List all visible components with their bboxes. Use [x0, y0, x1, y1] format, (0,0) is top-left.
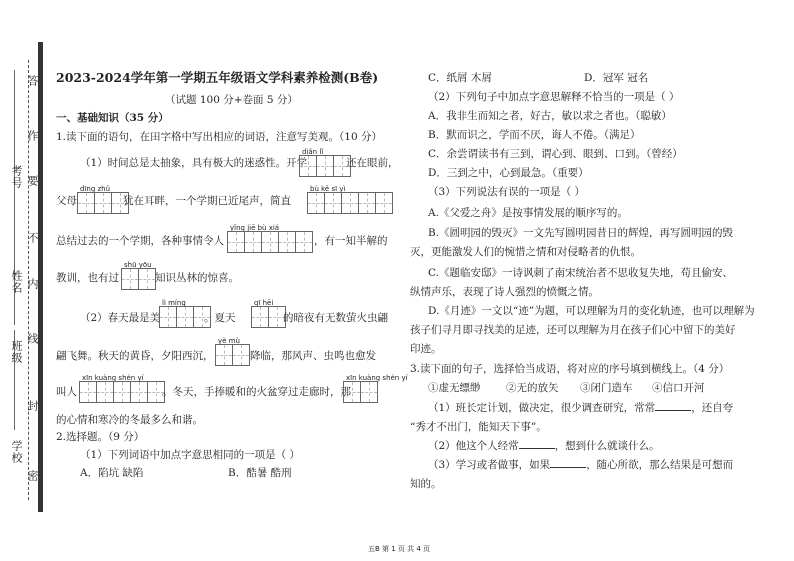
- sentence-text: （1）班长定计划，做决定，很少调查研究，常常: [428, 402, 656, 414]
- passage-text: 。冬天，手捧暖和的火盆穿过走廊时，那: [162, 386, 351, 398]
- seal-char: 密: [26, 470, 39, 482]
- sentence-text: ，还自夸: [691, 402, 734, 414]
- answer-grid[interactable]: [216, 344, 250, 366]
- question-2: 2.选择题。（9 分）: [56, 431, 145, 443]
- answer-grid[interactable]: [122, 268, 156, 290]
- pinyin: shū yōu: [124, 261, 152, 269]
- passage-text: 父母: [56, 195, 77, 207]
- answer-grid[interactable]: [80, 381, 165, 403]
- question-2-2: （2）下列句子中加点字意思解释不恰当的一项是（ ）: [428, 91, 680, 103]
- option-d-cont: 孩子们寻月即寻找美的足迹，还可以理解为月在孩子们心中留下的美好: [410, 324, 736, 336]
- passage-text: （1）时间总是太抽象，具有极大的迷惑性。开学: [80, 157, 308, 169]
- page-footer: 五B 第 1 页 共 4 页: [368, 545, 431, 553]
- passage-text: 的暗夜有无数萤火虫翩: [283, 312, 388, 324]
- option-b-cont: 灭，更能激发人们的惋惜之情和对侵略者的仇恨。: [410, 246, 641, 258]
- passage-text: 还在眼前，: [346, 157, 399, 169]
- option-b[interactable]: B．酷暑 酷刑: [228, 467, 292, 479]
- idiom-option: ③闭门造车: [580, 382, 633, 394]
- passage-text: 总结过去的一个学期，各种事情令人: [56, 235, 224, 247]
- option-b[interactable]: B．默而识之，学而不厌，诲人不倦。（满足）: [428, 129, 641, 141]
- pinyin: bù kě sī yì: [310, 185, 346, 193]
- option-c-cont: 纵情声乐，表现了诗人强烈的愤慨之情。: [410, 286, 599, 298]
- sentence-text: （3）学习或者做事，如果: [428, 459, 551, 471]
- answer-grid[interactable]: [252, 306, 286, 328]
- option-d[interactable]: D．冠军 冠名: [584, 72, 649, 84]
- answer-grid[interactable]: [300, 155, 351, 177]
- answer-blank[interactable]: [519, 438, 555, 449]
- question-2-1: （1）下列词语中加点字意思相同的一项是（ ）: [80, 449, 301, 461]
- passage-text: 降临，那风声、虫鸣也愈发: [250, 350, 376, 362]
- exam-title: 2023-2024学年第一学期五年级语文学科素养检测(B卷): [56, 70, 379, 85]
- idiom-option: ②无的放矢: [506, 382, 559, 394]
- option-a[interactable]: A.《父爱之舟》是按事情发展的顺序写的。: [428, 207, 628, 219]
- option-d-cont: 印迹。: [410, 343, 442, 355]
- label-class: 班级: [10, 340, 23, 364]
- passage-text: （2）春天最是美: [80, 312, 161, 324]
- pinyin: yè mù: [218, 337, 240, 345]
- option-c[interactable]: C.《题临安邸》一诗讽刺了南宋统治者不思收复失地，苟且偷安、: [428, 267, 733, 279]
- option-a[interactable]: A．我非生而知之者，好古，敏以求之者也。（聪敏）: [428, 110, 672, 122]
- passage-text: 。夏天: [204, 312, 236, 324]
- passage-text: 翩飞舞。秋天的黄昏，夕阳西沉，: [56, 350, 214, 362]
- pinyin: xīn kuàng shén yí: [346, 374, 408, 382]
- passage-text: 犹在耳畔，一个学期已近尾声，简直: [123, 195, 291, 207]
- seal-char: 线: [26, 333, 39, 345]
- question-3: 3.读下面的句子，选择恰当成语，将对应的序号填到横线上。（4 分）: [410, 363, 730, 375]
- option-c[interactable]: C．余尝谓读书有三到，谓心到、眼到、口到。（曾经）: [428, 148, 683, 160]
- sentence-text: （2）他这个人经常: [428, 440, 519, 452]
- label-school: 学校: [10, 440, 23, 464]
- sentence-text: ，想到什么就谈什么。: [554, 440, 660, 452]
- seal-char: 作: [26, 130, 39, 142]
- question-1: 1.读下面的语句，在田字格中写出相应的词语，注意写美观。（10 分）: [56, 131, 382, 143]
- section-heading: 一、基础知识（35 分）: [56, 112, 169, 124]
- passage-text: ，有一知半解的: [314, 235, 388, 247]
- answer-grid[interactable]: [308, 192, 393, 214]
- binding-margin: [0, 0, 42, 561]
- pinyin: lì míng: [162, 299, 186, 307]
- answer-blank[interactable]: [655, 400, 691, 411]
- seal-char: 要: [26, 175, 39, 187]
- pinyin: xīn kuàng shén yí: [82, 374, 144, 382]
- question-2-3: （3）下列说法有误的一项是（ ）: [428, 186, 586, 198]
- option-b[interactable]: B.《圆明园的毁灭》一文先写圆明园昔日的辉煌，再写圆明园的毁: [428, 227, 734, 239]
- binding-bar: [38, 42, 43, 512]
- sentence-2: [428, 438, 660, 453]
- exam-subtitle: （试题 100 分+卷面 5 分）: [165, 94, 298, 106]
- passage-text: 叫人: [56, 386, 77, 398]
- passage-text: 知识丛林的惊喜。: [155, 272, 239, 284]
- label-name: 姓名: [10, 270, 23, 294]
- seal-char: 内: [26, 278, 39, 290]
- label-exam-id: 考号: [10, 165, 23, 189]
- passage-text: 教训，也有过: [56, 272, 119, 284]
- answer-grid[interactable]: [78, 192, 129, 214]
- answer-blank[interactable]: [550, 457, 586, 468]
- idiom-option: ①虚无缥缈: [428, 382, 481, 394]
- sentence-text: 知的。: [410, 478, 442, 490]
- seal-char: 答: [26, 75, 39, 87]
- option-c[interactable]: C．纸屑 木屑: [428, 72, 492, 84]
- sentence-text: ，随心所欲，那么结果是可想而: [586, 459, 734, 471]
- sentence-text: “秀才不出门，能知天下事”。: [410, 421, 547, 433]
- option-a[interactable]: A．陷坑 缺陷: [80, 467, 144, 479]
- answer-grid[interactable]: [344, 381, 378, 403]
- seal-char: 不: [26, 232, 39, 244]
- sentence-1: [428, 400, 733, 415]
- exam-id-field[interactable]: [14, 70, 15, 160]
- seal-char: 封: [26, 400, 39, 412]
- sentence-3: [428, 457, 733, 472]
- pinyin: yǐng jiē bù xiá: [230, 224, 280, 232]
- pinyin: qī hēi: [254, 299, 274, 307]
- pinyin: dīng zhǔ: [80, 185, 111, 193]
- option-d[interactable]: D．三到之中，心到最急。（重要）: [428, 167, 589, 179]
- idiom-option: ④信口开河: [652, 382, 705, 394]
- passage-text: 的心情和寒冷的冬最多么和谐。: [56, 414, 203, 426]
- answer-grid[interactable]: [228, 231, 313, 253]
- option-d[interactable]: D.《月迹》一文以“迹”为题，可以理解为月的变化轨迹，也可以理解为: [428, 305, 755, 317]
- pinyin: diǎn lǐ: [302, 148, 324, 156]
